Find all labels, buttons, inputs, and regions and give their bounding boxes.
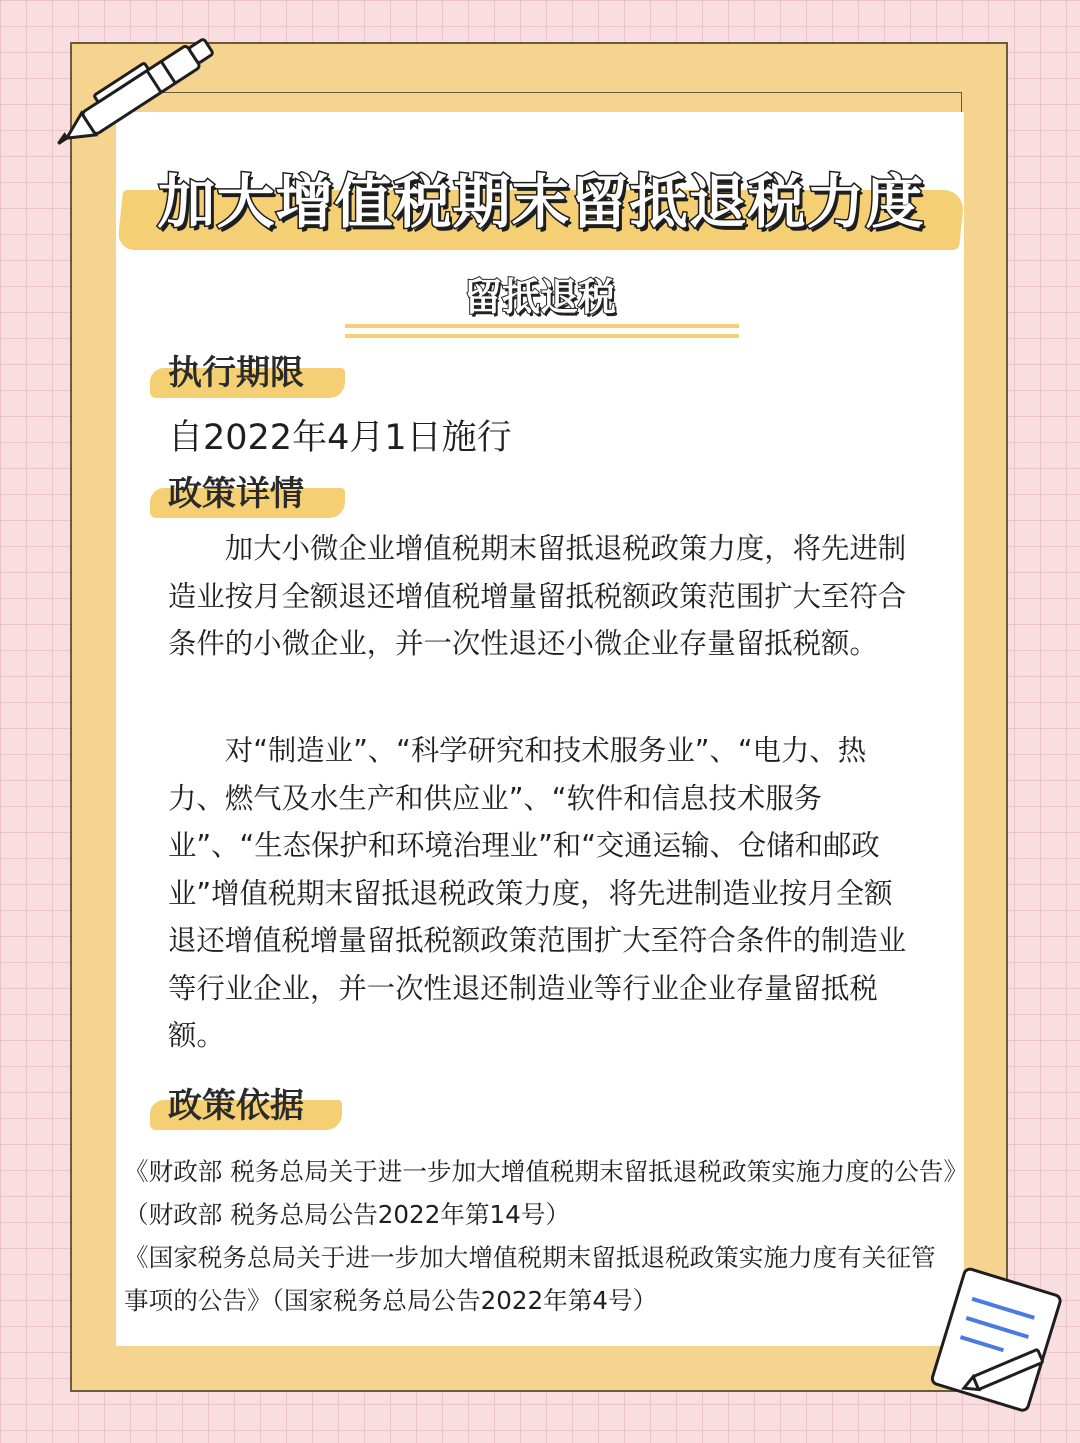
subtitle-underline <box>345 324 739 328</box>
subtitle-underline <box>345 334 739 338</box>
reference-2: 《国家税务总局关于进一步加大增值税期末留抵退税政策实施力度有关征管事项的公告》（国家税务总局公告2022年第4号） <box>124 1243 936 1315</box>
period-text: 自2022年4月1日施行 <box>168 418 512 458</box>
details-paragraph-1: 加大小微企业增值税期末留抵退税政策力度，将先进制造业按月全额退还增值税增量留抵税额政策范围扩大至符合条件的小微企业，并一次性退还小微企业存量留抵税额。 <box>168 532 907 660</box>
pen-icon <box>40 18 240 168</box>
heading-basis: 政策依据 <box>168 1086 304 1126</box>
heading-details: 政策详情 <box>168 474 304 514</box>
page-title: 加大增值税期末留抵退税力度 <box>157 168 925 236</box>
reference-1: 《财政部 税务总局关于进一步加大增值税期末留抵退税政策实施力度的公告》（财政部 税务总局公告2022年第14号） <box>124 1157 956 1229</box>
heading-period: 执行期限 <box>168 353 304 393</box>
subtitle: 留抵退税 <box>463 275 616 319</box>
details-paragraph-2: 对“制造业”、“科学研究和技术服务业”、“电力、热力、燃气及水生产和供应业”、“软件和信息技术服务业”、“生态保护和环境治理业”和“交通运输、仓储和邮政业”增值税期末留抵退税政策力度，将先进制造业按月全额退还增值税增量留抵税额政策范围扩大至符合条件的制造业等行业企业，并一次性退还制造业等行业企业存量留抵税额。 <box>168 734 907 1052</box>
